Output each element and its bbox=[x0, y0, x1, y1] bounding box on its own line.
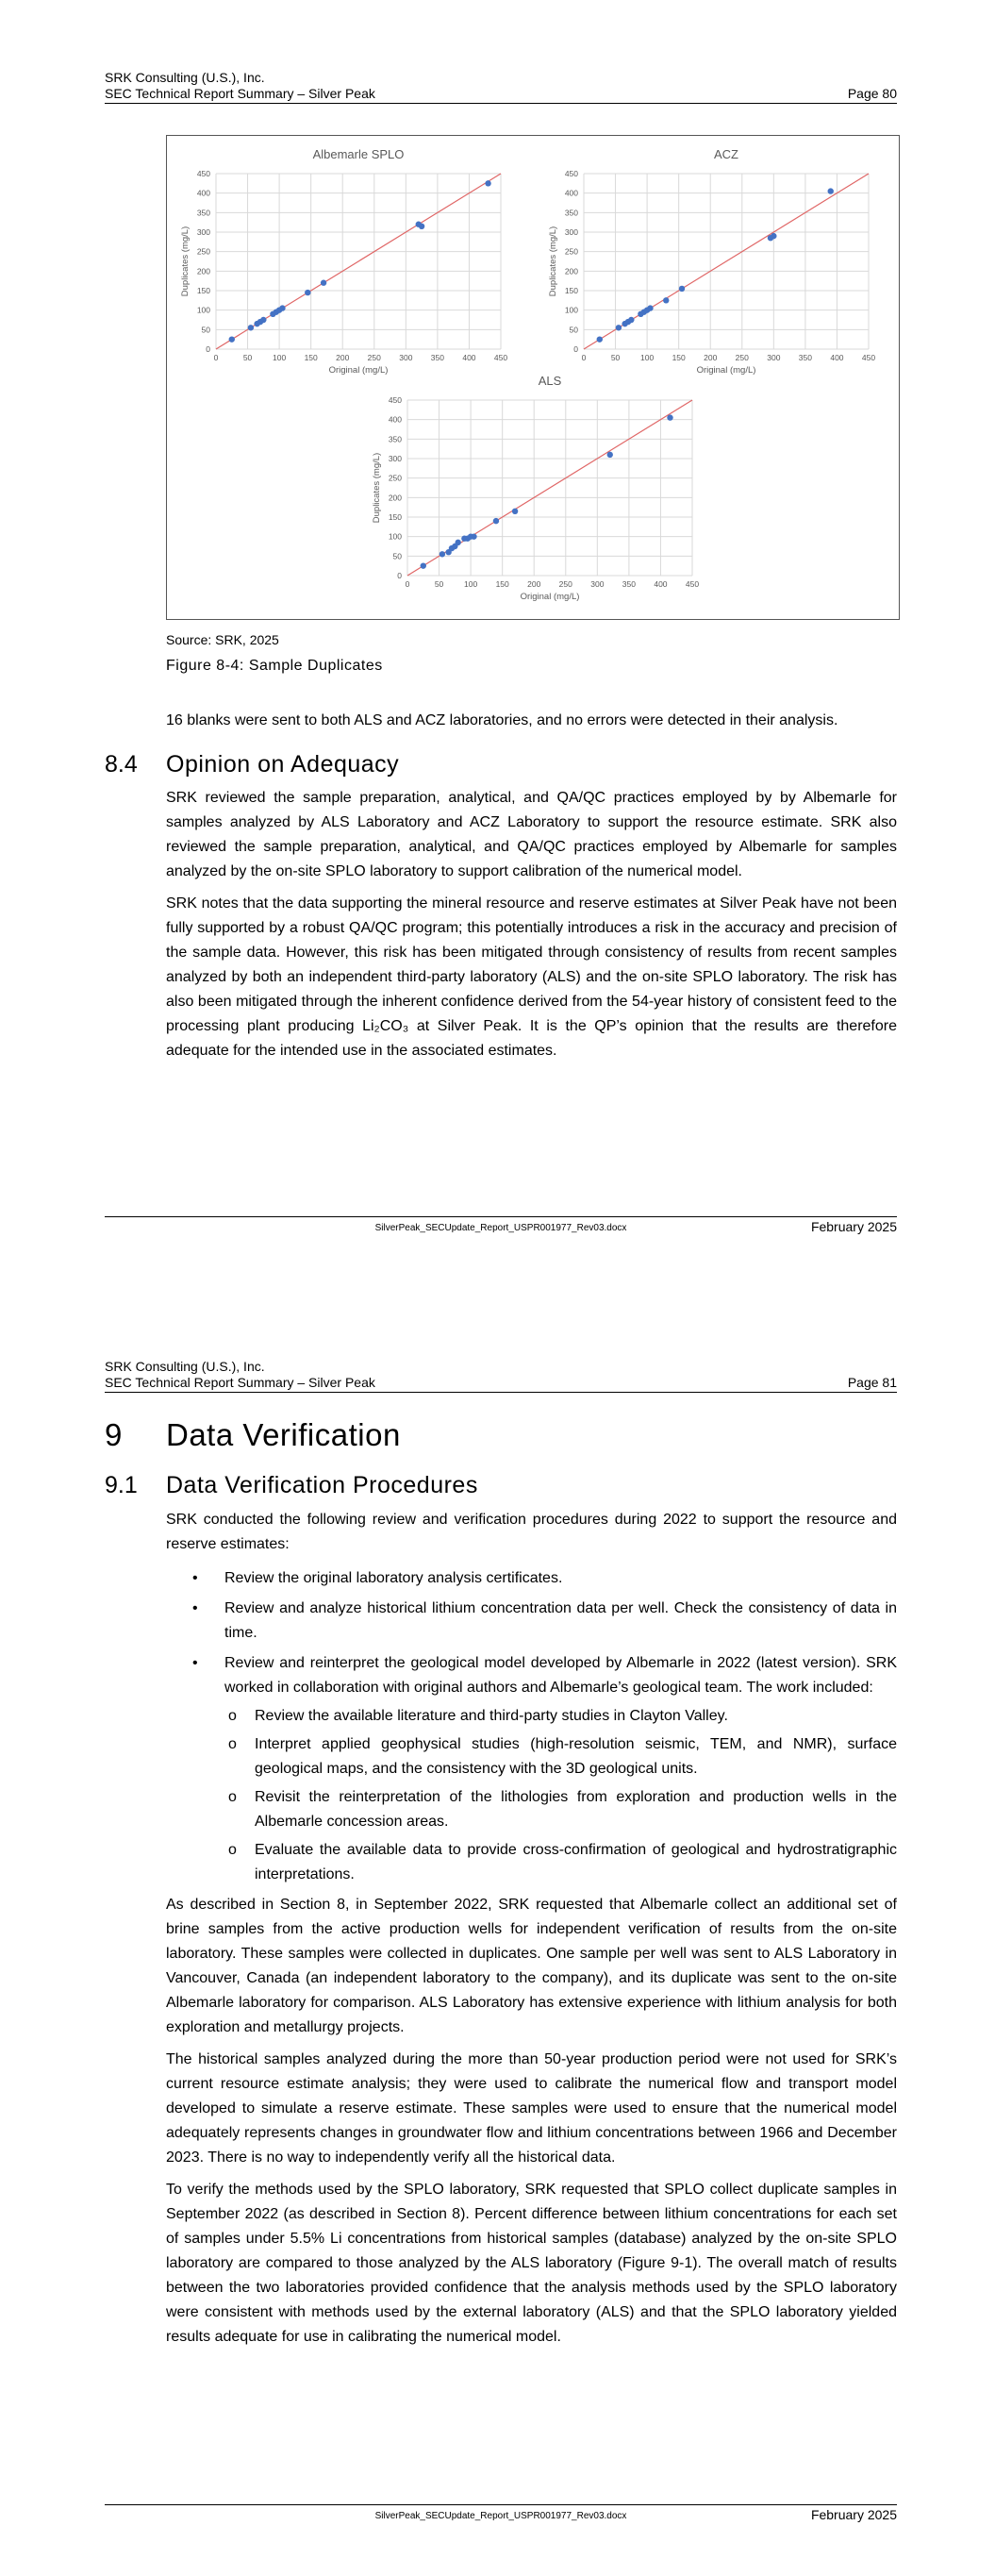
data-point bbox=[679, 286, 685, 292]
y-tick-label: 300 bbox=[196, 227, 210, 237]
x-tick-label: 0 bbox=[405, 579, 410, 589]
x-tick-label: 450 bbox=[493, 353, 508, 362]
data-point bbox=[305, 290, 310, 295]
y-tick-label: 200 bbox=[564, 266, 578, 276]
chart-albemarle-splo bbox=[180, 147, 507, 376]
data-point bbox=[771, 233, 776, 239]
section-title: Opinion on Adequacy bbox=[166, 751, 400, 778]
y-tick-label: 200 bbox=[196, 266, 210, 276]
y-tick-label: 150 bbox=[196, 286, 210, 295]
data-point bbox=[628, 317, 634, 323]
x-tick-label: 50 bbox=[610, 353, 621, 362]
footer-filename: SilverPeak_SECUpdate_Report_USPR001977_Rev03.docx bbox=[374, 1223, 627, 1233]
y-tick-label: 50 bbox=[569, 325, 578, 335]
sub-list-item: o Evaluate the available data to provide cross-confirmation of geological and hydrostratigraphic interpretations. bbox=[228, 1842, 897, 1882]
x-tick-label: 450 bbox=[861, 353, 876, 362]
header-rule bbox=[105, 103, 897, 104]
list-item: • Review the original laboratory analysis certificates. bbox=[192, 1570, 563, 1586]
x-tick-label: 300 bbox=[767, 353, 781, 362]
y-tick-label: 300 bbox=[564, 227, 578, 237]
x-tick-label: 0 bbox=[581, 353, 587, 362]
x-axis-label: Original (mg/L) bbox=[520, 592, 580, 602]
y-axis-label: Duplicates (mg/L) bbox=[372, 452, 382, 524]
data-point bbox=[260, 317, 266, 323]
data-point bbox=[439, 551, 445, 557]
data-point bbox=[493, 518, 499, 524]
x-tick-label: 250 bbox=[735, 353, 749, 362]
x-tick-label: 400 bbox=[654, 579, 668, 589]
footer-date: February 2025 bbox=[810, 2507, 897, 2522]
x-axis-label: Original (mg/L) bbox=[328, 365, 389, 376]
data-point bbox=[616, 325, 622, 330]
y-tick-label: 350 bbox=[196, 208, 210, 218]
data-point bbox=[471, 533, 476, 539]
data-point bbox=[485, 180, 490, 186]
data-point bbox=[419, 224, 424, 229]
data-point bbox=[607, 452, 613, 458]
y-tick-label: 400 bbox=[196, 188, 210, 198]
x-tick-label: 50 bbox=[434, 579, 444, 589]
footer-filename: SilverPeak_SECUpdate_Report_USPR001977_Rev03.docx bbox=[374, 2511, 627, 2521]
header-report-title: SEC Technical Report Summary – Silver Peak bbox=[105, 1375, 375, 1390]
figure-sample-duplicates bbox=[166, 135, 900, 620]
x-tick-label: 150 bbox=[495, 579, 509, 589]
x-tick-label: 200 bbox=[704, 353, 718, 362]
data-point bbox=[229, 336, 235, 342]
chapter-number: 9 bbox=[105, 1417, 123, 1452]
y-tick-label: 50 bbox=[201, 325, 210, 335]
page-number: Page 80 bbox=[847, 86, 897, 101]
page-81 bbox=[0, 1288, 995, 2576]
procedure-list bbox=[166, 1566, 897, 1887]
data-point bbox=[597, 336, 603, 342]
chart-title: ALS bbox=[538, 374, 562, 388]
x-tick-label: 100 bbox=[273, 353, 287, 362]
data-point bbox=[647, 305, 653, 310]
section-body bbox=[166, 786, 897, 1071]
x-axis-label: Original (mg/L) bbox=[696, 365, 756, 376]
header-report-title: SEC Technical Report Summary – Silver Peak bbox=[105, 86, 375, 101]
header-company: SRK Consulting (U.S.), Inc. bbox=[105, 70, 265, 85]
page-header bbox=[105, 1359, 897, 1391]
footer-rule bbox=[105, 2504, 897, 2505]
figure-source: Source: SRK, 2025 bbox=[166, 632, 279, 647]
y-tick-label: 400 bbox=[388, 414, 402, 425]
footer-rule bbox=[105, 1216, 897, 1217]
x-tick-label: 100 bbox=[464, 579, 478, 589]
y-tick-label: 350 bbox=[564, 208, 578, 218]
paragraph: SRK conducted the following review and verification procedures during 2022 to support the resource and reserve estimates: bbox=[166, 1512, 897, 1552]
y-axis-label: Duplicates (mg/L) bbox=[180, 226, 191, 297]
data-point bbox=[321, 280, 326, 286]
data-point bbox=[667, 414, 672, 420]
page-number: Page 81 bbox=[847, 1375, 897, 1390]
y-tick-label: 250 bbox=[196, 246, 210, 257]
y-tick-label: 0 bbox=[573, 344, 578, 354]
x-tick-label: 100 bbox=[640, 353, 655, 362]
header-company: SRK Consulting (U.S.), Inc. bbox=[105, 1359, 265, 1374]
y-tick-label: 450 bbox=[388, 395, 402, 405]
chart-als bbox=[372, 374, 699, 602]
x-tick-label: 400 bbox=[462, 353, 476, 362]
y-tick-label: 150 bbox=[564, 286, 578, 295]
x-tick-label: 300 bbox=[399, 353, 413, 362]
sub-list-item: o Interpret applied geophysical studies (high-resolution seismic, TEM, and NMR), surface geological maps, and the consistency with the 3D geological units. bbox=[228, 1736, 897, 1777]
paragraph: 16 blanks were sent to both ALS and ACZ laboratories, and no errors were detected in their analysis. bbox=[166, 712, 838, 728]
y-tick-label: 0 bbox=[206, 344, 210, 354]
data-point bbox=[828, 188, 834, 193]
y-tick-label: 450 bbox=[564, 169, 578, 178]
y-tick-label: 350 bbox=[388, 434, 402, 444]
header-rule bbox=[105, 1392, 897, 1393]
sub-list bbox=[224, 1704, 897, 1887]
x-tick-label: 200 bbox=[336, 353, 350, 362]
y-tick-label: 150 bbox=[388, 512, 402, 522]
page-header bbox=[105, 70, 897, 102]
list-item: • Review and analyze historical lithium concentration data per well. Check the consistency of data in time. bbox=[192, 1600, 897, 1641]
sub-list-item: o Review the available literature and third-party studies in Clayton Valley. bbox=[228, 1708, 728, 1724]
x-tick-label: 350 bbox=[430, 353, 444, 362]
x-tick-label: 350 bbox=[798, 353, 812, 362]
x-tick-label: 250 bbox=[367, 353, 381, 362]
y-tick-label: 100 bbox=[196, 305, 210, 315]
paragraph: SRK notes that the data supporting the mineral resource and reserve estimates at Silver Peak have not been fully supported by a robust QA/QC program; this potentially introduces a risk in the accuracy and precision of the sample data. However, this risk has been mitigated through consistency of results from recent samples analyzed by both an independent third-party laboratory (ALS) and the on-site SPLO laboratory. The risk has also been mitigated through the inherent confidence derived from the 54-year history of consistent feed to the processing plant producing Li₂CO₃ at Silver Peak. It is the QP’s opinion that the results are therefore adequate for the intended use in the associated estimates. bbox=[166, 895, 897, 1059]
y-tick-label: 100 bbox=[564, 305, 578, 315]
x-tick-label: 150 bbox=[304, 353, 318, 362]
y-tick-label: 200 bbox=[388, 493, 402, 503]
data-point bbox=[248, 325, 254, 330]
section-body bbox=[166, 1508, 897, 2357]
data-point bbox=[421, 562, 426, 568]
data-point bbox=[279, 305, 285, 310]
paragraph: As described in Section 8, in September 2022, SRK requested that Albemarle collect an additional set of brine samples from the active production wells for independent verification of results from the on-site laboratory. These samples were collected in duplicates. One sample per well was sent to ALS Laboratory in Vancouver, Canada (an independent laboratory to the company), and its duplicate was sent to the on-site Albemarle laboratory for comparison. ALS Laboratory has extensive experience with lithium analysis for both exploration and metallurgy projects. bbox=[166, 1897, 897, 2035]
y-axis-label: Duplicates (mg/L) bbox=[548, 226, 558, 297]
section-number: 8.4 bbox=[105, 751, 138, 778]
chapter-title: Data Verification bbox=[166, 1417, 401, 1452]
data-point bbox=[663, 297, 669, 303]
y-tick-label: 0 bbox=[397, 571, 402, 580]
x-tick-label: 300 bbox=[590, 579, 605, 589]
duplicates-charts bbox=[167, 136, 899, 619]
x-tick-label: 0 bbox=[213, 353, 219, 362]
paragraph: To verify the methods used by the SPLO laboratory, SRK requested that SPLO collect duplicate samples in September 2022 (as described in Section 8). Percent difference between lithium concentrations for each set of samples under 5.5% Li concentrations from historical samples (database) analyzed by the on-site SPLO laboratory are compared to those analyzed by the ALS laboratory (Figure 9-1). The overall match of results between the two laboratories provided confidence that the analysis methods used by the SPLO laboratory were consistent with methods used by the external laboratory (ALS) and that the SPLO laboratory yielded results adequate for use in calibrating the numerical model. bbox=[166, 2182, 897, 2345]
y-tick-label: 450 bbox=[196, 169, 210, 178]
y-tick-label: 50 bbox=[392, 551, 402, 561]
x-tick-label: 450 bbox=[685, 579, 700, 589]
paragraph: The historical samples analyzed during the more than 50-year production period were not used for SRK’s current resource estimate analysis; they were used to calibrate the numerical flow and transport model developed to simulate a reserve estimate. These samples were used to ensure that the numerical model adequately represents changes in groundwater flow and lithium concentrations between 1966 and December 2023. There is no way to independently verify all the historical data. bbox=[166, 2051, 897, 2166]
data-point bbox=[512, 509, 518, 514]
x-tick-label: 400 bbox=[830, 353, 844, 362]
figure-caption: Figure 8-4: Sample Duplicates bbox=[166, 658, 383, 674]
data-point bbox=[455, 540, 460, 545]
x-tick-label: 250 bbox=[558, 579, 572, 589]
footer-date: February 2025 bbox=[810, 1219, 897, 1234]
sub-list-item: o Revisit the reinterpretation of the lithologies from exploration and production wells in the Albemarle concession areas. bbox=[228, 1789, 897, 1830]
section-title: Data Verification Procedures bbox=[166, 1472, 478, 1498]
chart-title: ACZ bbox=[714, 147, 738, 161]
chart-title: Albemarle SPLO bbox=[312, 147, 405, 161]
section-number: 9.1 bbox=[105, 1472, 138, 1498]
y-tick-label: 400 bbox=[564, 188, 578, 198]
paragraph: SRK reviewed the sample preparation, analytical, and QA/QC practices employed by by Albemarle for samples analyzed by ALS Laboratory and ACZ Laboratory to support the resource estimate. SRK also reviewed the sample preparation, analytical, and QA/QC practices employed by Albemarle for samples analyzed by the on-site SPLO laboratory to support calibration of the numerical model. bbox=[166, 790, 897, 879]
x-tick-label: 200 bbox=[527, 579, 541, 589]
x-tick-label: 150 bbox=[672, 353, 686, 362]
list-item: • Review and reinterpret the geological model developed by Albemarle in 2022 (latest version). SRK worked in collaboration with original authors and Albemarle’s geological team. The work included: o Review the available literature and third-party studies in Clayton Valley. o Interpret applied geophysical studies (high-resolution seismic, TEM, and NMR), surface geological maps, and the consistency with the 3D geological units. o Revisit the reinterpretation of the lithologies from exploration and production wells in the Albemarle concession areas. o Evaluate the available data to provide cross-confirmation of geological and hydrostratigraphic interpretations. bbox=[166, 1651, 897, 1887]
y-tick-label: 250 bbox=[564, 246, 578, 257]
y-tick-label: 100 bbox=[388, 531, 402, 542]
y-tick-label: 250 bbox=[388, 473, 402, 483]
x-tick-label: 350 bbox=[622, 579, 636, 589]
chart-acz bbox=[548, 147, 875, 376]
blanks-paragraph bbox=[166, 709, 897, 741]
y-tick-label: 300 bbox=[388, 454, 402, 463]
x-tick-label: 50 bbox=[242, 353, 253, 362]
